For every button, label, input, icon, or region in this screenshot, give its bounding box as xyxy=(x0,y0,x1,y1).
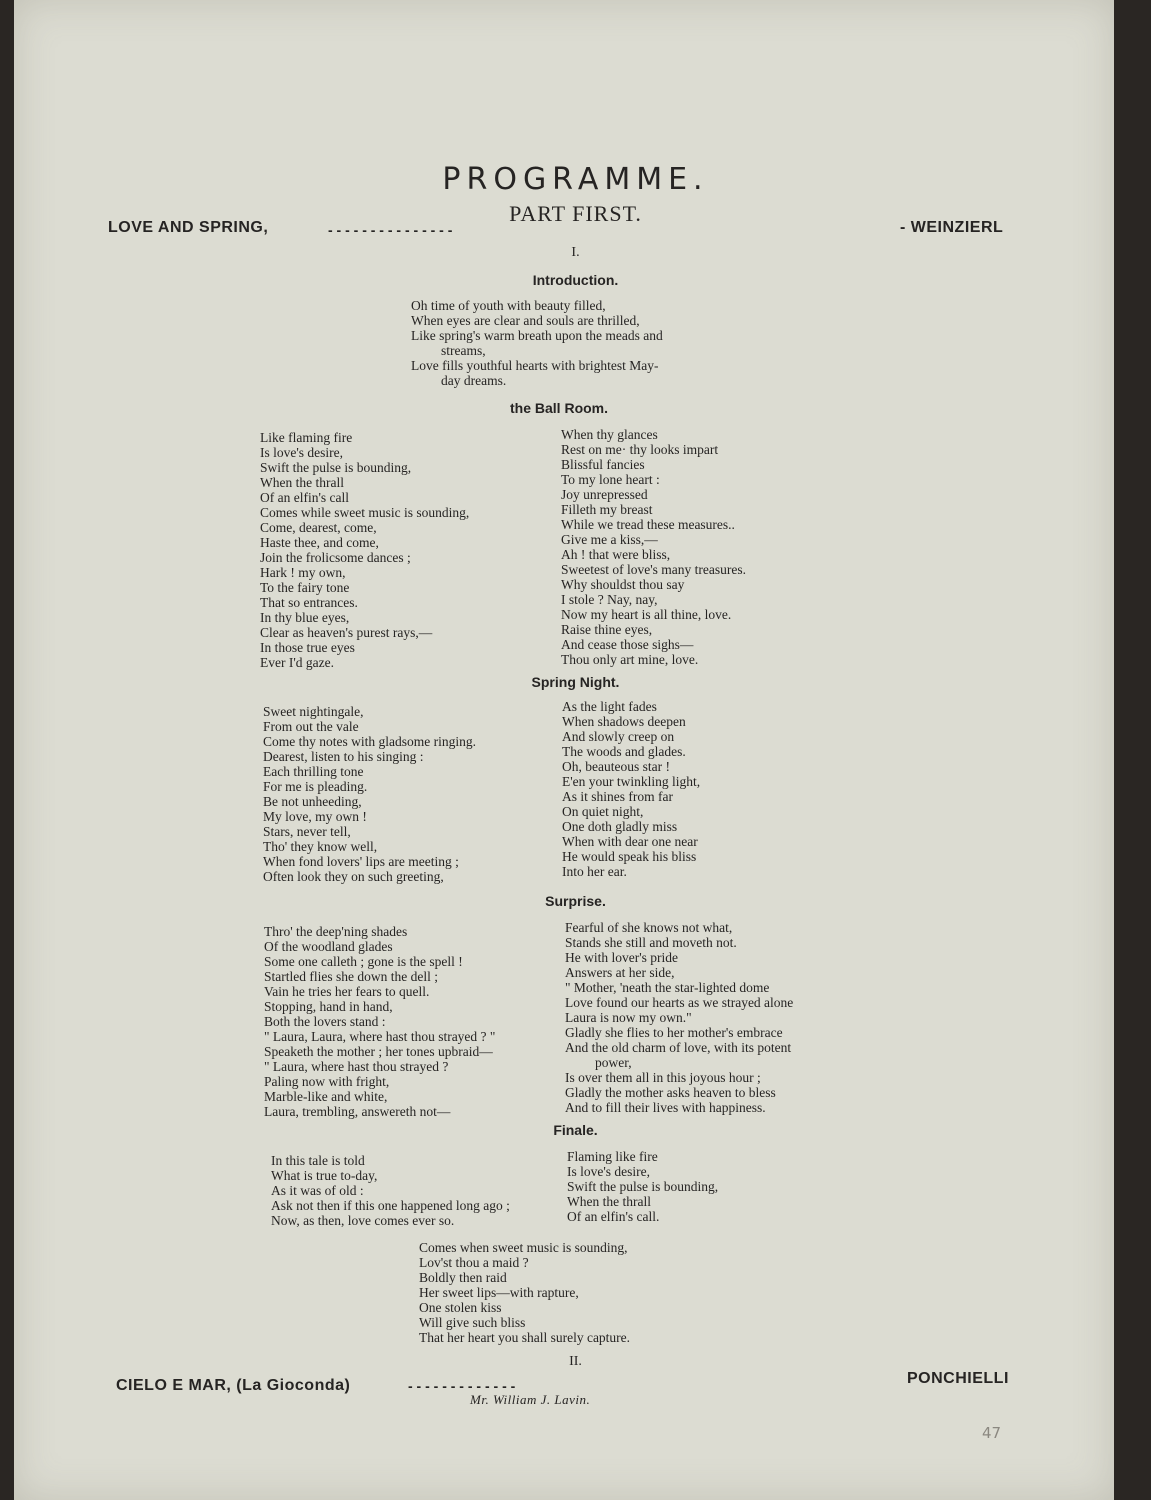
section-heading-surprise: Surprise. xyxy=(545,893,606,909)
section-heading-spring-night: Spring Night. xyxy=(531,674,620,690)
verse-line: Gladly she flies to her mother's embrace xyxy=(565,1025,783,1040)
verse-line: Often look they on such greeting, xyxy=(263,869,444,884)
verse-line: Each thrilling tone xyxy=(263,764,364,779)
verse-line: Now, as then, love comes ever so. xyxy=(271,1213,455,1228)
verse-line: Swift the pulse is bounding, xyxy=(260,460,412,475)
leader-dashes: - - - - - - - - - - - - - - - xyxy=(328,222,453,238)
page-mark: 47 xyxy=(982,1424,1002,1442)
verse-ballroom-left xyxy=(260,430,469,670)
verse-line: Startled flies she down the dell ; xyxy=(264,969,438,984)
verse-surprise-right xyxy=(565,920,793,1115)
verse-line: Vain he tries her fears to quell. xyxy=(264,984,430,999)
verse-line: Be not unheeding, xyxy=(263,794,362,809)
verse-line: Why shouldst thou say xyxy=(561,577,685,592)
verse-line: And the old charm of love, with its potent xyxy=(565,1040,792,1055)
verse-ballroom-right xyxy=(561,427,746,667)
verse-line: When thy glances xyxy=(561,427,658,442)
verse-line: Filleth my breast xyxy=(561,502,653,517)
verse-line: In thy blue eyes, xyxy=(260,610,350,625)
verse-line: For me is pleading. xyxy=(263,779,368,794)
verse-line: He with lover's pride xyxy=(565,950,679,965)
verse-line: day dreams. xyxy=(441,373,507,388)
verse-line: Ever I'd gaze. xyxy=(260,655,335,670)
verse-line: And slowly creep on xyxy=(562,729,675,744)
verse-line: Oh, beauteous star ! xyxy=(562,759,670,774)
verse-line: When the thrall xyxy=(567,1194,651,1209)
verse-line: Boldly then raid xyxy=(419,1270,507,1285)
verse-line: And cease those sighs— xyxy=(561,637,694,652)
verse-line: Ah ! that were bliss, xyxy=(561,547,671,562)
verse-line: Flaming like fire xyxy=(567,1149,658,1164)
verse-line: He would speak his bliss xyxy=(562,849,697,864)
verse-spring-night-right xyxy=(562,699,700,879)
verse-line: Oh time of youth with beauty filled, xyxy=(411,298,606,313)
page-title: PROGRAMME. xyxy=(442,162,709,197)
verse-line: Swift the pulse is bounding, xyxy=(567,1179,719,1194)
verse-line: Love fills youthful hearts with brightest May- xyxy=(411,358,659,373)
verse-line: To my lone heart : xyxy=(561,472,660,487)
verse-line: Come, dearest, come, xyxy=(260,520,377,535)
verse-finale-center xyxy=(419,1240,630,1345)
verse-line: Like flaming fire xyxy=(260,430,353,445)
verse-introduction xyxy=(411,298,663,388)
verse-line: In those true eyes xyxy=(260,640,355,655)
verse-line: One stolen kiss xyxy=(419,1300,502,1315)
verse-line: Rest on me· thy looks impart xyxy=(561,442,719,457)
verse-line: And to fill their lives with happiness. xyxy=(565,1100,766,1115)
verse-line: One doth gladly miss xyxy=(562,819,678,834)
verse-line: " Laura, where hast thou strayed ? xyxy=(264,1059,449,1074)
verse-line: Marble-like and white, xyxy=(264,1089,388,1104)
verse-line: Is love's desire, xyxy=(567,1164,651,1179)
verse-line: That so entrances. xyxy=(260,595,358,610)
verse-line: Is love's desire, xyxy=(260,445,344,460)
verse-line: Now my heart is all thine, love. xyxy=(561,607,732,622)
verse-finale-left xyxy=(271,1153,510,1228)
piece-title-love-and-spring: LOVE AND SPRING, xyxy=(108,219,269,236)
verse-spring-night-left xyxy=(263,704,476,884)
piece-title-cielo-e-mar: CIELO E MAR, (La Gioconda) xyxy=(116,1377,351,1394)
verse-line: Clear as heaven's purest rays,— xyxy=(260,625,433,640)
verse-line: When eyes are clear and souls are thrilled, xyxy=(411,313,640,328)
verse-line: Answers at her side, xyxy=(565,965,675,980)
performer-credit: Mr. William J. Lavin. xyxy=(470,1392,591,1407)
verse-line: Join the frolicsome dances ; xyxy=(260,550,411,565)
verse-line: Lov'st thou a maid ? xyxy=(419,1255,529,1270)
part-subtitle: PART FIRST. xyxy=(509,201,642,226)
verse-line: On quiet night, xyxy=(562,804,644,819)
verse-line: As it was of old : xyxy=(271,1183,364,1198)
verse-finale-right xyxy=(567,1149,718,1224)
verse-line: power, xyxy=(595,1055,632,1070)
verse-line: Comes when sweet music is sounding, xyxy=(419,1240,628,1255)
verse-line: Her sweet lips—with rapture, xyxy=(419,1285,579,1300)
verse-line: When shadows deepen xyxy=(562,714,686,729)
verse-line: Thou only art mine, love. xyxy=(561,652,699,667)
verse-line: To the fairy tone xyxy=(260,580,350,595)
verse-line: I stole ? Nay, nay, xyxy=(561,592,658,607)
verse-line: Speaketh the mother ; her tones upbraid— xyxy=(264,1044,493,1059)
verse-line: That her heart you shall surely capture. xyxy=(419,1330,631,1345)
verse-line: My love, my own ! xyxy=(263,809,367,824)
leader-dashes: - - - - - - - - - - - - - xyxy=(408,1378,516,1394)
verse-line: streams, xyxy=(441,343,486,358)
verse-line: Gladly the mother asks heaven to bless xyxy=(565,1085,776,1100)
verse-line: Comes while sweet music is sounding, xyxy=(260,505,470,520)
composer-weinzierl: - WEINZIERL xyxy=(900,219,1004,236)
verse-line: Come thy notes with gladsome ringing. xyxy=(263,734,476,749)
verse-line: Of the woodland glades xyxy=(264,939,393,954)
verse-line: Stopping, hand in hand, xyxy=(264,999,393,1014)
verse-line: Tho' they know well, xyxy=(263,839,378,854)
section-heading-ballroom: the Ball Room. xyxy=(510,400,609,416)
verse-line: Sweetest of love's many treasures. xyxy=(561,562,747,577)
verse-line: Both the lovers stand : xyxy=(264,1014,386,1029)
verse-line: Into her ear. xyxy=(562,864,627,879)
verse-line: Dearest, listen to his singing : xyxy=(263,749,424,764)
verse-line: Love found our hearts as we strayed alone xyxy=(565,995,794,1010)
verse-line: Like spring's warm breath upon the meads and xyxy=(411,328,663,343)
verse-line: Sweet nightingale, xyxy=(263,704,364,719)
verse-line: Haste thee, and come, xyxy=(260,535,379,550)
section-heading-introduction: Introduction. xyxy=(532,272,619,288)
verse-line: What is true to-day, xyxy=(271,1168,378,1183)
verse-line: While we tread these measures.. xyxy=(561,517,735,532)
verse-line: " Laura, Laura, where hast thou strayed ? " xyxy=(264,1029,496,1044)
verse-line: Laura is now my own." xyxy=(565,1010,692,1025)
verse-line: Stands she still and moveth not. xyxy=(565,935,737,950)
verse-line: In this tale is told xyxy=(271,1153,365,1168)
part-number-ii: II. xyxy=(569,1354,582,1369)
verse-line: " Mother, 'neath the star-lighted dome xyxy=(565,980,770,995)
verse-line: Blissful fancies xyxy=(561,457,645,472)
verse-line: When the thrall xyxy=(260,475,344,490)
verse-line: When fond lovers' lips are meeting ; xyxy=(263,854,459,869)
verse-surprise-left xyxy=(264,924,495,1119)
verse-line: Joy unrepressed xyxy=(561,487,648,502)
verse-line: Raise thine eyes, xyxy=(561,622,653,637)
verse-line: As it shines from far xyxy=(562,789,673,804)
verse-line: Ask not then if this one happened long ago ; xyxy=(271,1198,510,1213)
verse-line: From out the vale xyxy=(263,719,359,734)
verse-line: Laura, trembling, answereth not— xyxy=(264,1104,451,1119)
verse-line: Fearful of she knows not what, xyxy=(565,920,733,935)
verse-line: As the light fades xyxy=(562,699,657,714)
verse-line: When with dear one near xyxy=(562,834,698,849)
verse-line: E'en your twinkling light, xyxy=(562,774,701,789)
part-number-i: I. xyxy=(571,245,580,260)
verse-line: Of an elfin's call xyxy=(260,490,350,505)
verse-line: Paling now with fright, xyxy=(264,1074,390,1089)
verse-line: Give me a kiss,— xyxy=(561,532,658,547)
verse-line: Stars, never tell, xyxy=(263,824,351,839)
section-heading-finale: Finale. xyxy=(553,1122,598,1138)
verse-line: Will give such bliss xyxy=(419,1315,526,1330)
verse-line: The woods and glades. xyxy=(562,744,686,759)
verse-line: Thro' the deep'ning shades xyxy=(264,924,408,939)
composer-ponchielli: PONCHIELLI xyxy=(907,1370,1009,1387)
verse-line: Of an elfin's call. xyxy=(567,1209,660,1224)
verse-line: Is over them all in this joyous hour ; xyxy=(565,1070,761,1085)
verse-line: Some one calleth ; gone is the spell ! xyxy=(264,954,463,969)
verse-line: Hark ! my own, xyxy=(260,565,346,580)
